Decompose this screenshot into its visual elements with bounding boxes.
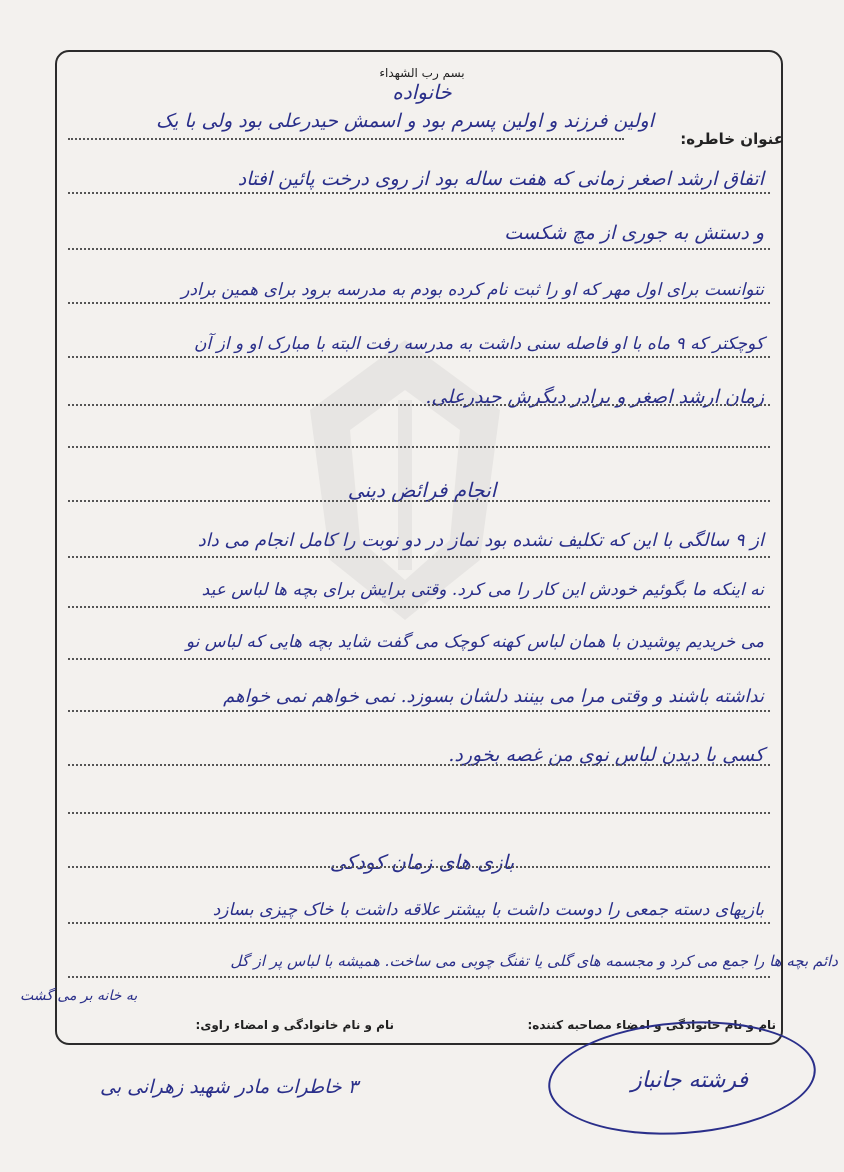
section1-line-5: کوچکتر که ۹ ماه با او فاصله سنی داشت به مدرسه رفت البته با مبارک او و از آن [194,334,764,354]
section1-line-2: اتفاق ارشد اصغر زمانی که هفت ساله بود از روی درخت پائین افتاد [237,168,764,190]
dotted-line [68,248,770,250]
section2-line-5: کسی با دیدن لباس نوی من غصه بخورد. [448,744,764,766]
section2-line-3: می خریدیم پوشیدن با همان لباس کهنه کوچک می گفت شاید بچه هایی که لباس نو [185,632,764,652]
section2-line-1: از ۹ سالگی با این که تکلیف نشده بود نماز در دو نوبت را کامل انجام می داد [197,530,764,551]
section-title-childhood-games: بازی های زمان کودکی [329,850,515,874]
section1-line-6: زمان ارشد اصغر و برادر دیگرش حیدرعلی. [425,386,764,408]
section1-line-1: اولین فرزند و اولین پسرم بود و اسمش حیدرعلی بود ولی با یک [156,110,654,132]
dotted-line [68,812,770,814]
dotted-line [68,556,770,558]
narrator-signature-label: نام و نام خانوادگی و امضاء راوی: [195,1018,394,1032]
memory-title-label: عنوان خاطره: [680,130,784,148]
section1-line-4: نتوانست برای اول مهر که او را ثبت نام کرده بودم به مدرسه برود برای همین برادر [181,280,764,300]
basmala: بسم رب الشهداء [379,66,465,80]
dotted-line [68,138,624,140]
section3-line-1: بازیهای دسته جمعی را دوست داشت با بیشتر علاقه داشت با خاک چیزی بسازد [212,900,764,920]
section2-line-2: نه اینکه ما بگوئیم خودش این کار را می کرد. وقتی برایش برای بچه ها لباس عید [201,580,764,600]
dotted-line [68,606,770,608]
section1-line-3: و دستش به جوری از مچ شکست [504,222,764,244]
section2-line-4: نداشته باشند و وقتی مرا می بینند دلشان بسوزد. نمی خواهم نمی خواهم [223,686,764,707]
section-title-religious-duties: انجام فرائض دینی [347,478,497,502]
dotted-line [68,500,770,502]
dotted-line [68,302,770,304]
dotted-line [68,192,770,194]
bottom-note: ۳ خاطرات مادر شهید زهرانی بی [100,1076,358,1098]
dotted-line [68,710,770,712]
dotted-line [68,404,770,406]
interviewer-signature-label: نام و نام خانوادگی و امضاء مصاحبه کننده: [527,1018,776,1032]
interviewer-signature: فرشته جانباز [631,1068,748,1093]
dotted-line [68,658,770,660]
dotted-line [68,976,770,978]
dotted-line [68,446,770,448]
dotted-line [68,922,770,924]
section3-line-3: به خانه بر می گشت [20,988,138,1004]
dotted-line [68,356,770,358]
dotted-line [68,866,770,868]
section3-line-2: دائم بچه ها را جمع می کرد و مجسمه های گلی یا تفنگ چوبی می ساخت. همیشه با لباس پر از گل [230,952,838,970]
dotted-line [68,764,770,766]
section-title-family: خانواده [392,80,452,104]
